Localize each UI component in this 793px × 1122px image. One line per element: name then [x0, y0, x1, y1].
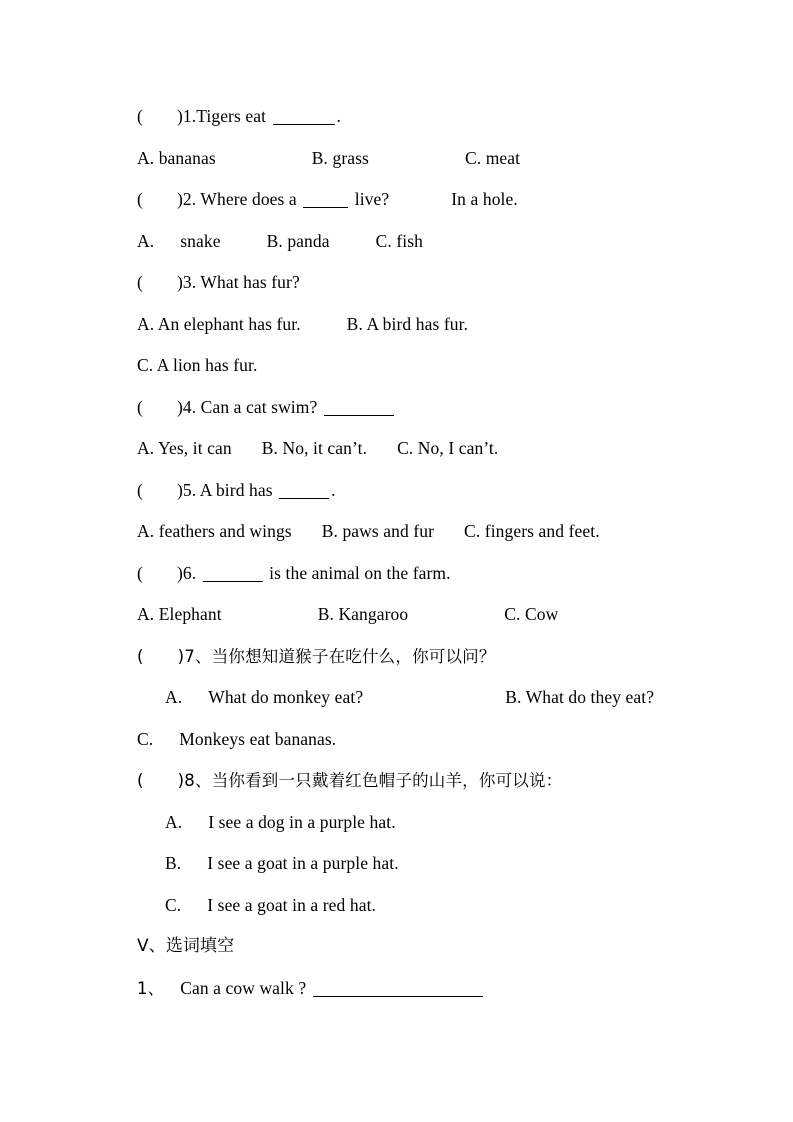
- section-v-item-1: [137, 968, 723, 1010]
- question-3-stem: [137, 262, 723, 304]
- option-6b-text: Kangaroo: [338, 604, 409, 624]
- question-2-stem: [137, 179, 723, 221]
- option-1b[interactable]: [312, 138, 369, 180]
- question-number-7: 7、: [184, 646, 212, 666]
- question-2-text-tail: In a hole.: [451, 189, 518, 209]
- section-v-fill-blank-1[interactable]: [313, 983, 483, 997]
- option-3a-key: A.: [137, 313, 155, 334]
- question-6-text-after: is the animal on the farm.: [264, 562, 451, 583]
- question-number-6: 6.: [182, 562, 197, 583]
- option-6b[interactable]: [318, 594, 409, 636]
- question-number-5: 5.: [182, 479, 197, 500]
- question-3-text: What has fur?: [196, 272, 300, 292]
- option-8a[interactable]: [165, 802, 396, 844]
- option-6a-key: A.: [137, 604, 155, 624]
- question-5-options: [137, 511, 723, 553]
- answer-bracket-5[interactable]: [137, 470, 183, 512]
- paren-open-2: (: [137, 189, 143, 209]
- option-4b[interactable]: [262, 428, 367, 470]
- option-4b-key: B.: [261, 438, 278, 458]
- fill-blank-2[interactable]: [303, 194, 348, 208]
- answer-bracket-3[interactable]: [137, 262, 183, 304]
- option-5c-text: fingers and feet.: [484, 521, 600, 541]
- option-4b-text: No, it can’t.: [282, 438, 368, 458]
- question-3-options-line-1: [137, 304, 723, 346]
- option-6c-text: Cow: [524, 604, 559, 624]
- option-7a-key: A.: [165, 687, 183, 707]
- option-2c[interactable]: [376, 221, 423, 263]
- paren-close-6: ): [176, 562, 183, 583]
- paren-open-3: (: [137, 272, 143, 292]
- option-3b-text: A bird has fur.: [366, 313, 469, 334]
- question-7-stem: [137, 636, 723, 678]
- option-7a[interactable]: [165, 677, 363, 719]
- paren-open-4: (: [137, 396, 143, 417]
- option-2c-text: fish: [396, 230, 423, 251]
- question-1-stem: [137, 96, 723, 138]
- option-4a-key: A.: [137, 438, 155, 458]
- option-5a[interactable]: [137, 511, 292, 553]
- paren-open-8: (: [137, 771, 144, 790]
- paren-close-5: ): [176, 479, 183, 500]
- question-4-stem: [137, 387, 723, 429]
- option-3a[interactable]: [137, 304, 301, 346]
- answer-bracket-1[interactable]: [137, 96, 183, 138]
- paren-close-4: ): [176, 396, 183, 417]
- option-8b[interactable]: [165, 843, 399, 885]
- question-8-option-b: [137, 843, 723, 885]
- option-6c-key: C.: [504, 604, 521, 624]
- question-5-text-after: .: [331, 479, 336, 500]
- option-4c-text: No, I can’t.: [417, 438, 499, 458]
- option-5b[interactable]: [322, 511, 434, 553]
- question-5-text-before: A bird has: [196, 479, 278, 500]
- option-3c-text: A lion has fur.: [156, 355, 258, 375]
- question-7-options-line-2: [137, 719, 723, 761]
- question-8-text: 当你看到一只戴着红色帽子的山羊，你可以说：: [211, 771, 563, 790]
- option-1c[interactable]: [465, 138, 520, 180]
- option-5b-key: B.: [321, 521, 338, 541]
- option-2a-key: A.: [137, 230, 155, 251]
- question-8-option-c: [137, 885, 723, 927]
- question-number-8: 8、: [184, 771, 212, 790]
- question-5-stem: [137, 470, 723, 512]
- answer-bracket-7[interactable]: [137, 636, 184, 678]
- question-number-1: 1.: [182, 106, 197, 126]
- question-7-text: 当你想知道猴子在吃什么，你可以问？: [211, 646, 496, 666]
- option-6c[interactable]: [504, 594, 558, 636]
- question-1-text-before: Tigers eat: [196, 106, 271, 126]
- question-8-option-a: [137, 802, 723, 844]
- option-1a[interactable]: [137, 138, 216, 180]
- question-4-options: [137, 428, 723, 470]
- option-2b-key: B.: [266, 230, 283, 251]
- option-8c[interactable]: [165, 885, 376, 927]
- fill-blank-1[interactable]: [273, 111, 335, 125]
- answer-bracket-4[interactable]: [137, 387, 183, 429]
- option-1c-key: C.: [464, 147, 482, 168]
- question-6-options: [137, 594, 723, 636]
- question-8-stem: [137, 760, 723, 802]
- question-6-text-before: [196, 563, 200, 583]
- question-3-options-line-2: [137, 345, 723, 387]
- section-v-item-1-number: 1、: [137, 978, 165, 998]
- option-4c-key: C.: [397, 438, 414, 458]
- option-2b-text: panda: [287, 230, 330, 251]
- option-2b[interactable]: [267, 221, 330, 263]
- section-v-item-1-text: Can a cow walk ?: [180, 977, 307, 998]
- option-5c-key: C.: [464, 521, 481, 541]
- option-4a-text: Yes, it can: [158, 438, 232, 458]
- section-v-heading: V、选词填空: [137, 936, 235, 956]
- paren-open-6: (: [137, 562, 143, 583]
- option-7b-key: B.: [505, 687, 522, 707]
- option-3c-key: C.: [137, 355, 154, 375]
- paren-open-7: (: [137, 646, 144, 666]
- option-3a-text: An elephant has fur.: [157, 313, 301, 334]
- option-3c[interactable]: [137, 345, 257, 387]
- paren-close-3: ): [176, 272, 183, 292]
- option-6a[interactable]: [137, 594, 222, 636]
- question-6-stem: [137, 553, 723, 595]
- option-6b-key: B.: [317, 604, 334, 624]
- option-6a-text: Elephant: [158, 604, 222, 624]
- option-2c-key: C.: [375, 230, 392, 251]
- question-number-3: 3.: [182, 272, 197, 292]
- option-7b[interactable]: [505, 677, 654, 719]
- answer-bracket-2[interactable]: [137, 179, 183, 221]
- option-1b-text: grass: [332, 147, 369, 168]
- question-number-4: 4.: [182, 396, 197, 417]
- question-1-text-after: .: [336, 106, 342, 126]
- option-3b-key: B.: [346, 313, 363, 334]
- paren-close-8: ): [177, 771, 185, 790]
- question-7-options-line-1: [137, 677, 723, 719]
- question-2-options: [137, 221, 723, 263]
- option-7c[interactable]: [137, 719, 336, 761]
- option-4a[interactable]: [137, 428, 232, 470]
- question-2-text-after: live?: [350, 189, 390, 209]
- option-8c-text: I see a goat in a red hat.: [207, 894, 377, 915]
- fill-blank-6[interactable]: [203, 568, 263, 582]
- option-5b-text: paws and fur: [342, 521, 435, 541]
- option-7b-text: What do they eat?: [525, 687, 655, 707]
- option-5a-text: feathers and wings: [158, 521, 292, 541]
- fill-blank-5[interactable]: [279, 485, 329, 499]
- answer-bracket-6[interactable]: [137, 553, 183, 595]
- option-7c-key: C.: [137, 728, 154, 749]
- paren-close-1: ): [176, 106, 183, 126]
- option-5c[interactable]: [464, 511, 600, 553]
- option-3b[interactable]: [347, 304, 468, 346]
- option-2a[interactable]: [137, 221, 221, 263]
- option-8b-key: B.: [165, 853, 182, 873]
- option-1a-key: A.: [137, 147, 155, 168]
- question-1-options: [137, 138, 723, 180]
- option-7c-text: Monkeys eat bananas.: [179, 728, 337, 749]
- paren-open-5: (: [137, 479, 143, 500]
- paren-open-1: (: [137, 106, 143, 126]
- fill-blank-4[interactable]: [324, 402, 394, 416]
- paren-close-2: ): [176, 189, 183, 209]
- option-7a-text: What do monkey eat?: [208, 687, 364, 707]
- option-2a-text: snake: [180, 230, 221, 251]
- question-4-text-before: Can a cat swim?: [196, 396, 322, 417]
- option-1b-key: B.: [311, 147, 329, 168]
- answer-bracket-8[interactable]: [137, 760, 184, 802]
- option-1a-text: bananas: [158, 147, 216, 168]
- paren-close-7: ): [177, 646, 185, 666]
- option-8a-text: I see a dog in a purple hat.: [208, 811, 396, 832]
- option-8b-text: I see a goat in a purple hat.: [207, 853, 399, 873]
- option-1c-text: meat: [485, 147, 521, 168]
- question-number-2: 2.: [182, 189, 197, 209]
- option-8c-key: C.: [165, 894, 182, 915]
- option-4c[interactable]: [397, 428, 498, 470]
- option-8a-key: A.: [165, 811, 183, 832]
- question-2-text-before: Where does a: [196, 189, 302, 209]
- option-5a-key: A.: [137, 521, 155, 541]
